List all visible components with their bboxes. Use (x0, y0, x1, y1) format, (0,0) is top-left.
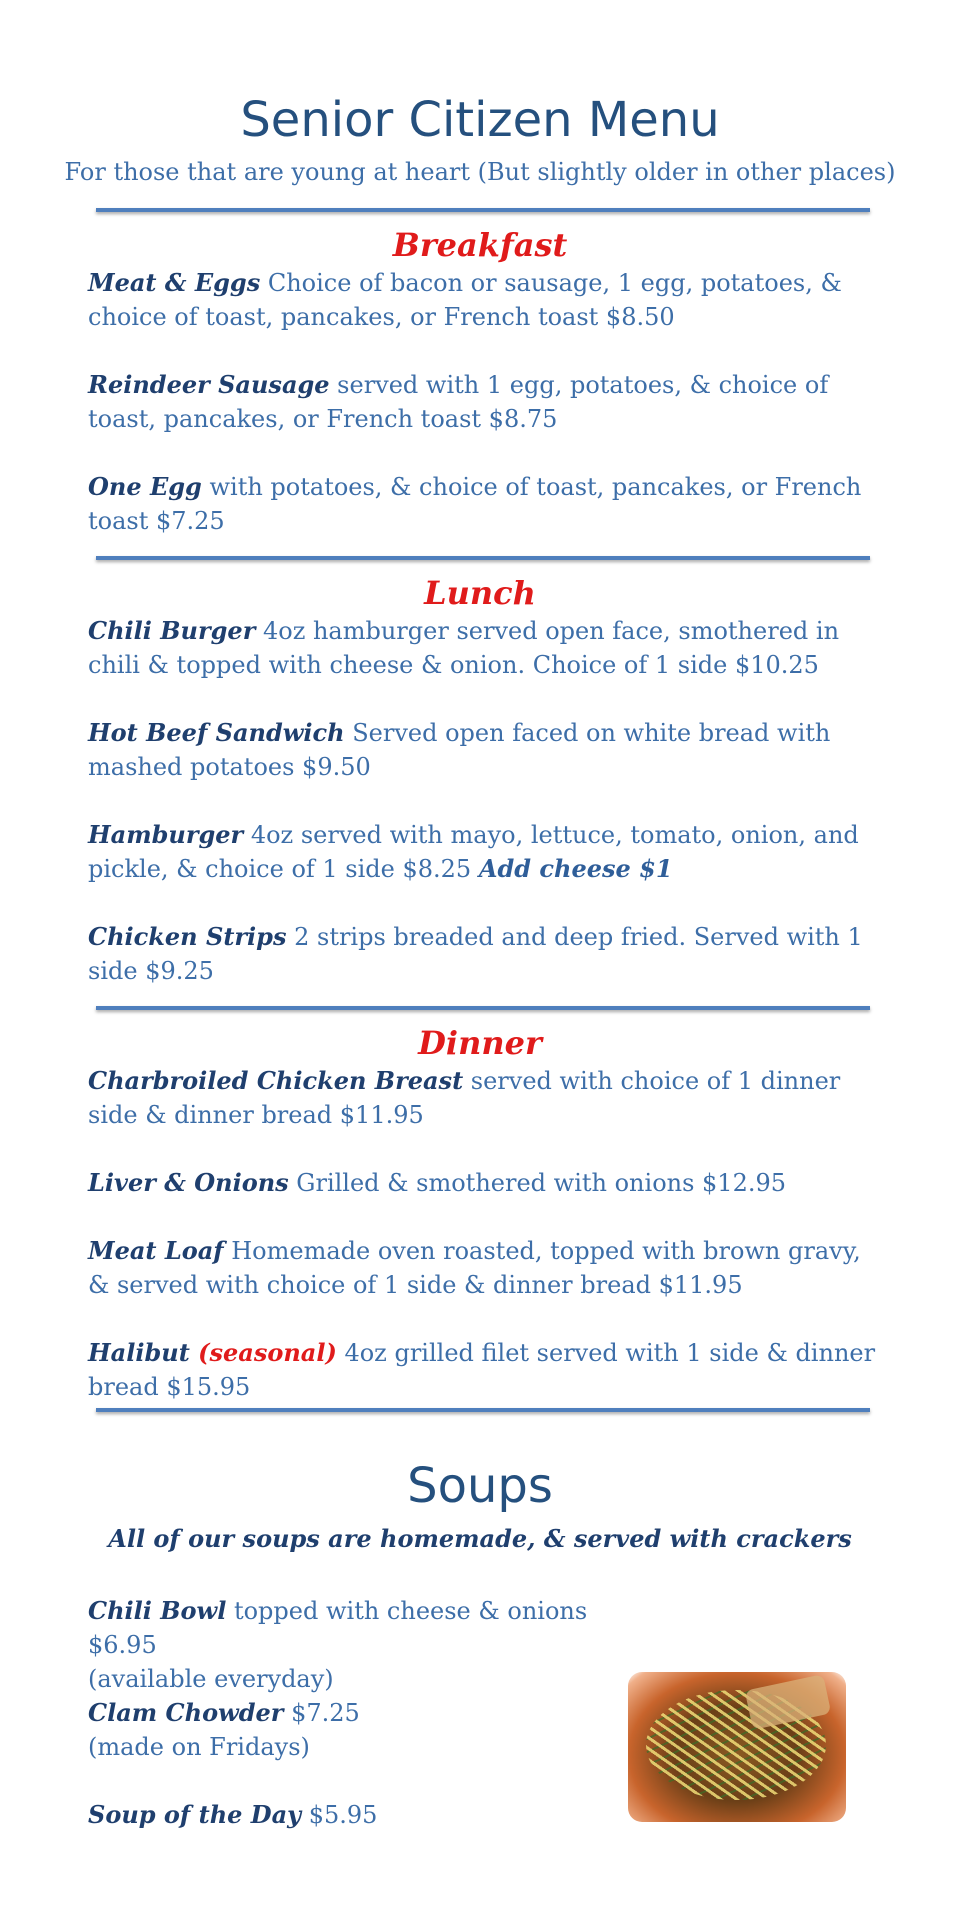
item-description: Grilled & smothered with onions $12.95 (288, 1169, 787, 1197)
menu-item (88, 614, 878, 682)
soups-note: All of our soups are homemade, & served with crackers (108, 1524, 852, 1553)
item-description: $7.25 (283, 1699, 360, 1727)
menu-item (88, 368, 878, 436)
menu-item (88, 1064, 878, 1132)
divider-rule (96, 556, 870, 560)
breakfast-heading: Breakfast (392, 226, 568, 264)
item-description: $5.95 (301, 1801, 378, 1829)
menu-item (88, 1336, 878, 1404)
item-name: Chicken Strips (88, 922, 287, 951)
item-name: Hamburger (88, 820, 244, 849)
item-name: Chili Burger (88, 616, 256, 645)
menu-item (88, 470, 878, 538)
menu-item (88, 1594, 628, 1696)
item-description: 4oz grilled filet served with 1 side & dinner bread $15.95 (88, 1339, 876, 1401)
item-name: One Egg (88, 472, 202, 501)
page-subtitle: For those that are young at heart (But slightly older in other places) (64, 158, 896, 186)
dinner-heading: Dinner (418, 1024, 542, 1062)
item-description: 2 strips breaded and deep fried. Served with 1 side $9.25 (88, 923, 863, 985)
menu-item (88, 1798, 608, 1832)
item-name: Meat Loaf (88, 1236, 224, 1265)
lunch-heading: Lunch (424, 574, 536, 612)
item-name: Soup of the Day (88, 1800, 302, 1829)
chili-bowl-photo (628, 1672, 846, 1822)
item-description: with potatoes, & choice of toast, pancakes, or French toast $7.25 (88, 473, 862, 535)
soups-title: Soups (407, 1458, 553, 1514)
menu-item (88, 1696, 608, 1764)
item-description: 4oz hamburger served open face, smothered in chili & topped with cheese & onion. Choice of 1 side $10.25 (88, 617, 840, 679)
add-cheese-note: Add cheese $1 (478, 854, 673, 883)
menu-item (88, 1234, 878, 1302)
item-name: Clam Chowder (88, 1698, 284, 1727)
menu-item (88, 266, 878, 334)
item-description: topped with cheese & onions $6.95 (88, 1597, 588, 1659)
page-title: Senior Citizen Menu (240, 92, 720, 148)
item-description: 4oz served with mayo, lettuce, tomato, onion, and pickle, & choice of 1 side $8.25 (88, 821, 859, 883)
seasonal-badge: (seasonal) (198, 1338, 337, 1367)
menu-item (88, 1166, 878, 1200)
divider-rule (96, 208, 870, 212)
item-name: Hot Beef Sandwich (88, 718, 345, 747)
divider-rule (96, 1006, 870, 1010)
menu-item (88, 920, 878, 988)
item-name: Chili Bowl (88, 1596, 227, 1625)
item-description: Homemade oven roasted, topped with brown gravy, & served with choice of 1 side & dinner bread $11.95 (88, 1237, 861, 1299)
item-name: Reindeer Sausage (88, 370, 330, 399)
item-name: Meat & Eggs (88, 268, 261, 297)
item-name: Charbroiled Chicken Breast (88, 1066, 464, 1095)
menu-item (88, 818, 878, 886)
item-name: Liver & Onions (88, 1168, 289, 1197)
item-name: Halibut (88, 1338, 199, 1367)
item-description: Served open faced on white bread with mashed potatoes $9.50 (88, 719, 831, 781)
item-description: served with choice of 1 dinner side & dinner bread $11.95 (88, 1067, 841, 1129)
divider-rule (96, 1408, 870, 1412)
item-availability: (available everyday) (88, 1665, 334, 1693)
menu-item (88, 716, 878, 784)
item-description: served with 1 egg, potatoes, & choice of toast, pancakes, or French toast $8.75 (88, 371, 829, 433)
item-availability: (made on Fridays) (88, 1733, 310, 1761)
item-description: Choice of bacon or sausage, 1 egg, potatoes, & choice of toast, pancakes, or French toast $8.50 (88, 269, 842, 331)
